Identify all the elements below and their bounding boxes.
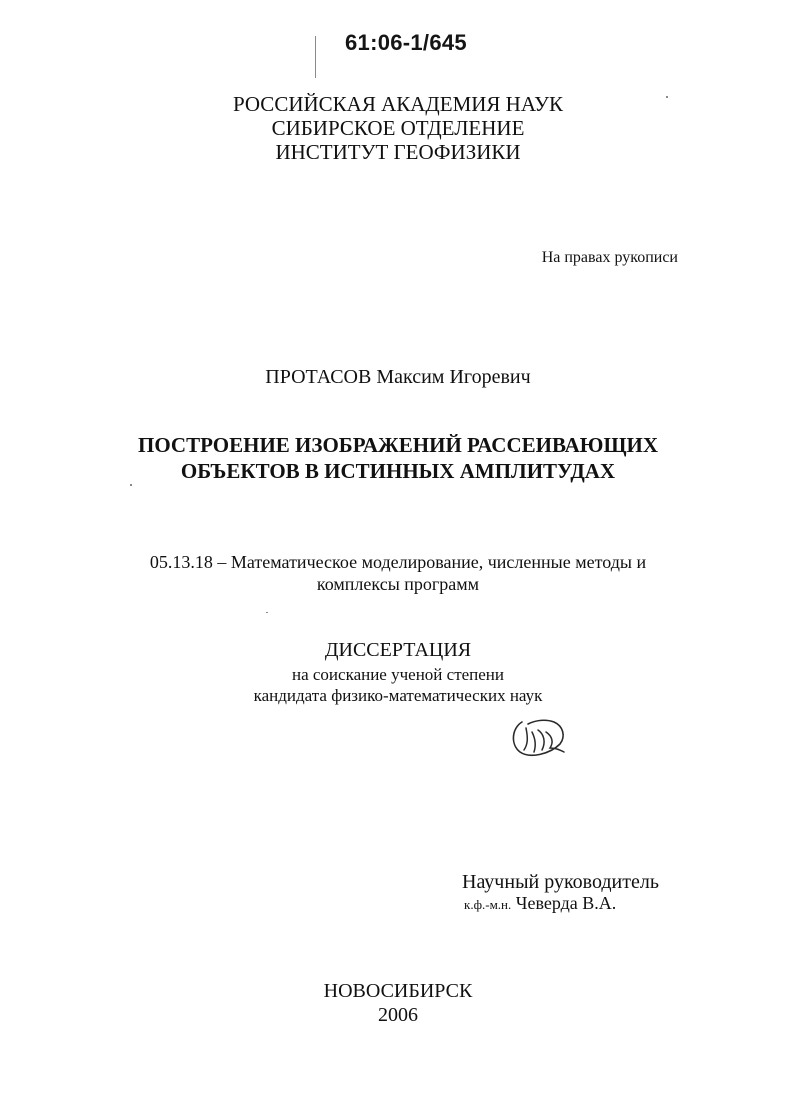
scan-mark-dot (130, 484, 132, 486)
city: НОВОСИБИРСК (323, 980, 473, 1002)
author-name: ПРОТАСОВ Максим Игоревич (265, 366, 531, 388)
specialty-line: комплексы программ (316, 574, 480, 594)
supervisor-name: Чеверда В.А. (515, 893, 617, 913)
dissertation-title (0, 432, 796, 484)
organization-line: ИНСТИТУТ ГЕОФИЗИКИ (275, 140, 521, 164)
specialty-line: 05.13.18 – Математическое моделирование, численные методы и (149, 552, 647, 572)
scan-mark-vertical (315, 36, 316, 78)
city-year-block (0, 979, 796, 1027)
scan-mark-dot (266, 612, 268, 613)
degree-description (0, 664, 796, 706)
supervisor-line (464, 893, 616, 914)
manuscript-note: На правах рукописи (541, 249, 678, 266)
degree-title: ДИССЕРТАЦИЯ (324, 639, 472, 661)
title-line: ОБЪЕКТОВ В ИСТИННЫХ АМПЛИТУДАХ (180, 459, 616, 483)
degree-line: кандидата физико-математических наук (253, 686, 543, 705)
specialty-code (0, 551, 796, 595)
degree-line: на соискание ученой степени (291, 665, 505, 684)
signature-mark (508, 714, 570, 760)
supervisor-degree: к.ф.-м.н. (464, 897, 512, 912)
organization-line: СИБИРСКОЕ ОТДЕЛЕНИЕ (271, 116, 525, 140)
organization-line: РОССИЙСКАЯ АКАДЕМИЯ НАУК (232, 92, 564, 116)
year: 2006 (378, 1004, 418, 1026)
organization-header (0, 92, 796, 164)
catalog-number: 61:06-1/645 (345, 30, 467, 55)
supervisor-label: Научный руководитель (462, 871, 659, 893)
title-line: ПОСТРОЕНИЕ ИЗОБРАЖЕНИЙ РАССЕИВАЮЩИХ (137, 433, 659, 457)
